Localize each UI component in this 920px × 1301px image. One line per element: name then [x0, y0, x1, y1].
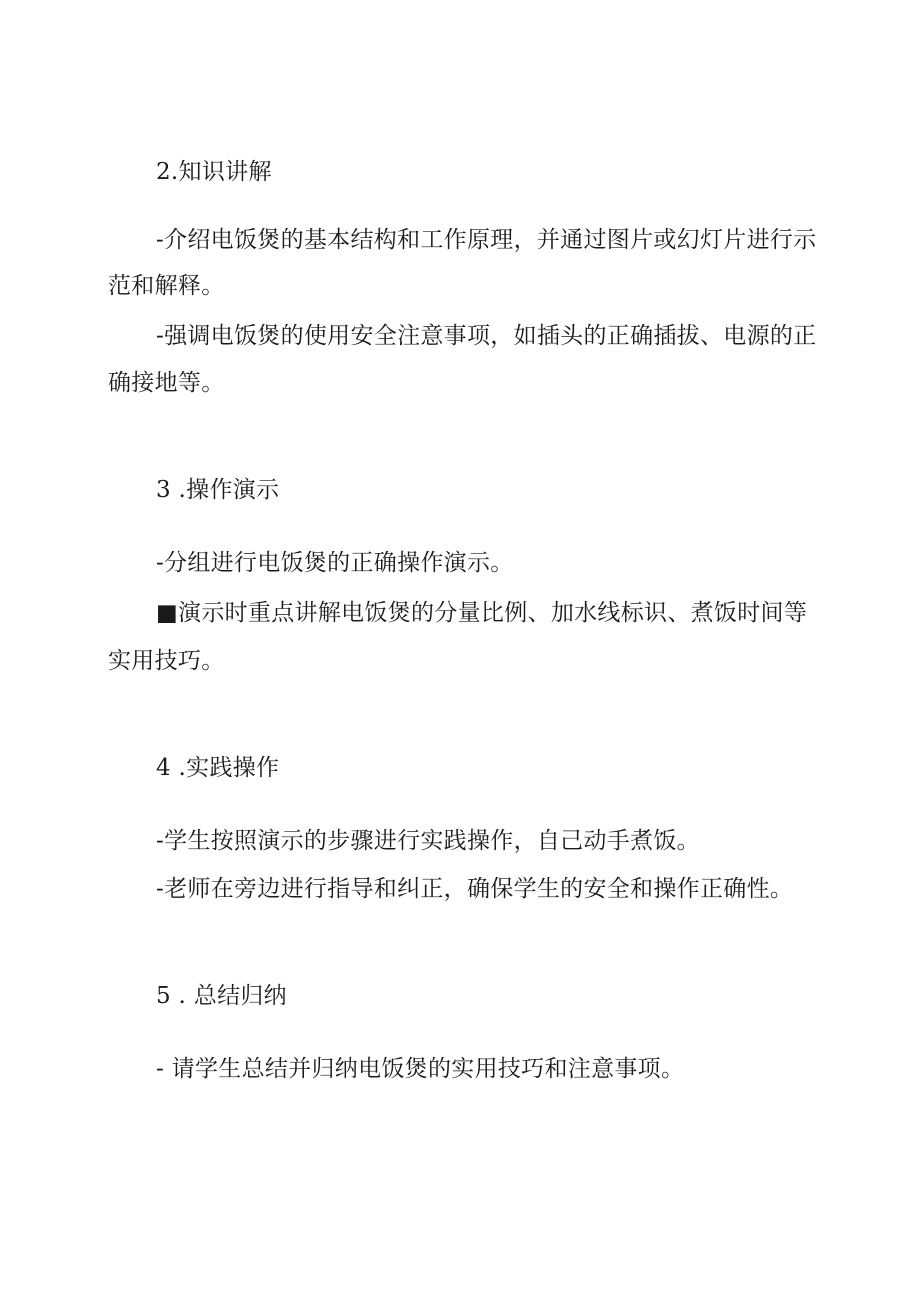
paragraph-line: -强调电饭煲的使用安全注意事项，如插头的正确插拔、电源的正 [156, 323, 817, 349]
paragraph-line: 实用技巧。 [108, 648, 225, 674]
paragraph-line: -分组进行电饭煲的正确操作演示。 [156, 550, 514, 576]
paragraph-line: -介绍电饭煲的基本结构和工作原理，并通过图片或幻灯片进行示 [156, 227, 817, 253]
paragraph-line: - 请学生总结并归纳电饭煲的实用技巧和注意事项。 [156, 1056, 685, 1082]
paragraph-line: ■演示时重点讲解电饭煲的分量比例、加水线标识、煮饭时间等 [156, 600, 808, 626]
paragraph-line: -学生按照演示的步骤进行实践操作，自己动手煮饭。 [156, 828, 700, 854]
paragraph-line: -老师在旁边进行指导和纠正，确保学生的安全和操作正确性。 [156, 876, 794, 902]
section-heading: 4 .实践操作 [156, 755, 280, 781]
section-heading: 5 . 总结归纳 [156, 983, 287, 1009]
section-heading: 2.知识讲解 [156, 159, 272, 185]
paragraph-line: 确接地等。 [108, 370, 225, 396]
paragraph-line: 范和解释。 [108, 273, 225, 299]
section-heading: 3 .操作演示 [156, 477, 280, 503]
